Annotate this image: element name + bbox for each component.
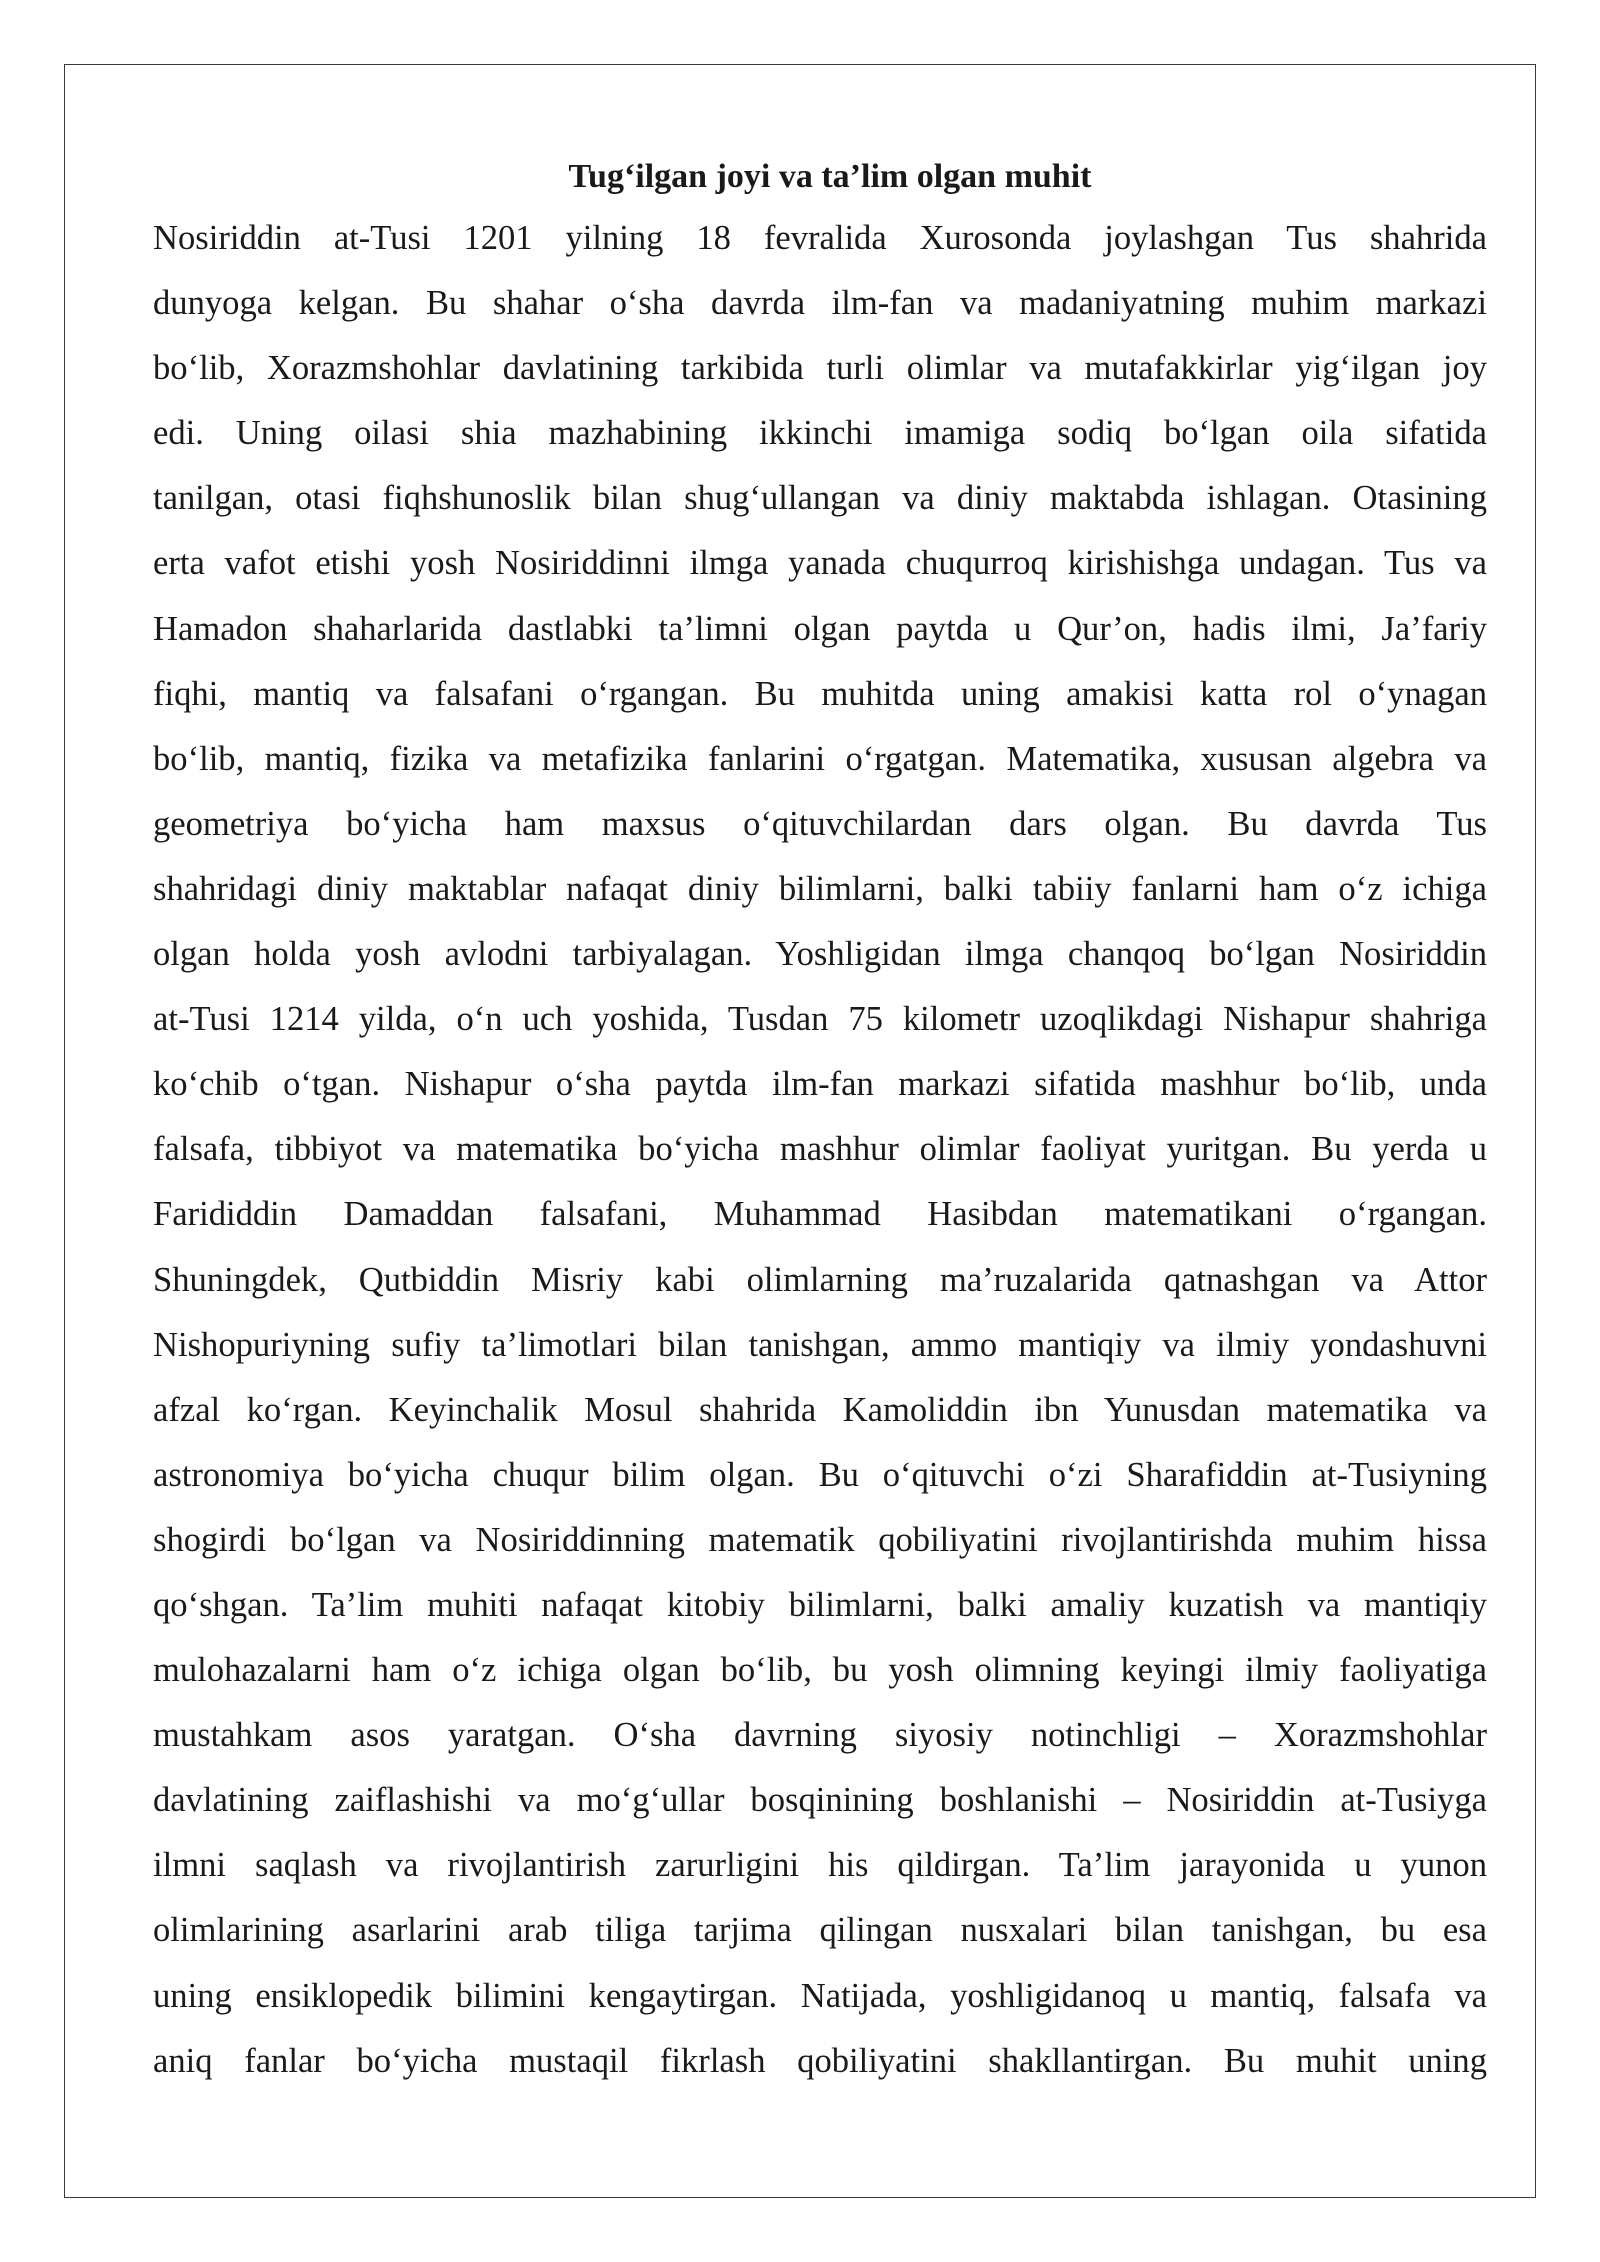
body-text-line: tanilgan, otasi fiqhshunoslik bilan shug‘ullangan va diniy maktabda ishlagan. Otasining bbox=[153, 479, 1487, 518]
body-text-line: at-Tusi 1214 yilda, o‘n uch yoshida, Tusdan 75 kilometr uzoqlikdagi Nishapur shahriga bbox=[153, 1000, 1487, 1039]
body-text-line: Farididdin Damaddan falsafani, Muhammad Hasibdan matematikani o‘rgangan. bbox=[153, 1195, 1487, 1234]
body-text-line: geometriya bo‘yicha ham maxsus o‘qituvchilardan dars olgan. Bu davrda Tus bbox=[153, 804, 1487, 843]
body-text-line: Nosiriddin at-Tusi 1201 yilning 18 fevralida Xurosonda joylashgan Tus shahrida bbox=[153, 219, 1487, 257]
body-text-line: olimlarining asarlarini arab tiliga tarjima qilingan nusxalari bilan tanishgan, bu esa bbox=[153, 1911, 1487, 1950]
document-title: Tug‘ilgan joyi va ta’lim olgan muhit bbox=[568, 158, 1092, 195]
body-text-line: bo‘lib, Xorazmshohlar davlatining tarkibida turli olimlar va mutafakkirlar yig‘ilgan joy bbox=[153, 349, 1487, 388]
body-text-line: mustahkam asos yaratgan. O‘sha davrning siyosiy notinchligi – Xorazmshohlar bbox=[153, 1716, 1487, 1755]
body-text-line: shogirdi bo‘lgan va Nosiriddinning matematik qobiliyatini rivojlantirishda muhim hissa bbox=[153, 1520, 1487, 1559]
body-text-line: falsafa, tibbiyot va matematika bo‘yicha mashhur olimlar faoliyat yuritgan. Bu yerda u bbox=[153, 1130, 1487, 1169]
body-text-line: fiqhi, mantiq va falsafani o‘rgangan. Bu muhitda uning amakisi katta rol o‘ynagan bbox=[153, 674, 1487, 713]
body-text-line: olgan holda yosh avlodni tarbiyalagan. Yoshligidan ilmga chanqoq bo‘lgan Nosiriddin bbox=[153, 935, 1487, 974]
body-text-line: erta vafot etishi yosh Nosiriddinni ilmga yanada chuqurroq kirishishga undagan. Tus va bbox=[153, 544, 1487, 583]
body-text-line: astronomiya bo‘yicha chuqur bilim olgan. Bu o‘qituvchi o‘zi Sharafiddin at-Tusiyning bbox=[153, 1455, 1487, 1494]
body-text-line: ilmni saqlash va rivojlantirish zarurligini his qildirgan. Ta’lim jarayonida u yunon bbox=[153, 1846, 1487, 1885]
body-text-line: Shuningdek, Qutbiddin Misriy kabi olimlarning ma’ruzalarida qatnashgan va Attor bbox=[153, 1260, 1487, 1299]
body-text-line: mulohazalarni ham o‘z ichiga olgan bo‘lib, bu yosh olimning keyingi ilmiy faoliyatiga bbox=[153, 1651, 1487, 1690]
body-text-line: edi. Uning oilasi shia mazhabining ikkinchi imamiga sodiq bo‘lgan oila sifatida bbox=[153, 414, 1487, 453]
body-text-line: aniq fanlar bo‘yicha mustaqil fikrlash qobiliyatini shakllantirgan. Bu muhit uning bbox=[153, 2041, 1487, 2080]
page-content bbox=[153, 148, 1487, 2094]
body-text-line: shahridagi diniy maktablar nafaqat diniy bilimlarni, balki tabiiy fanlarni ham o‘z ichiga bbox=[153, 869, 1487, 908]
body-text-line: Hamadon shaharlarida dastlabki ta’limni olgan paytda u Qur’on, hadis ilmi, Ja’fariy bbox=[153, 609, 1487, 648]
body-text-line: afzal ko‘rgan. Keyinchalik Mosul shahrida Kamoliddin ibn Yunusdan matematika va bbox=[153, 1390, 1487, 1429]
body-text-line: dunyoga kelgan. Bu shahar o‘sha davrda ilm-fan va madaniyatning muhim markazi bbox=[153, 284, 1487, 323]
body-text-line: ko‘chib o‘tgan. Nishapur o‘sha paytda ilm-fan markazi sifatida mashhur bo‘lib, unda bbox=[153, 1065, 1487, 1104]
body-text-line: qo‘shgan. Ta’lim muhiti nafaqat kitobiy bilimlarni, balki amaliy kuzatish va mantiqiy bbox=[153, 1585, 1487, 1624]
body-text-line: bo‘lib, mantiq, fizika va metafizika fanlarini o‘rgatgan. Matematika, xususan algebra va bbox=[153, 739, 1487, 778]
body-text-line: uning ensiklopedik bilimini kengaytirgan. Natijada, yoshligidanoq u mantiq, falsafa va bbox=[153, 1976, 1487, 2015]
body-text-line: Nishopuriyning sufiy ta’limotlari bilan tanishgan, ammo mantiqiy va ilmiy yondashuvni bbox=[153, 1325, 1487, 1364]
document-body bbox=[153, 206, 1487, 2094]
body-text-line: davlatining zaiflashishi va mo‘g‘ullar bosqinining boshlanishi – Nosiriddin at-Tusiyga bbox=[153, 1781, 1487, 1820]
